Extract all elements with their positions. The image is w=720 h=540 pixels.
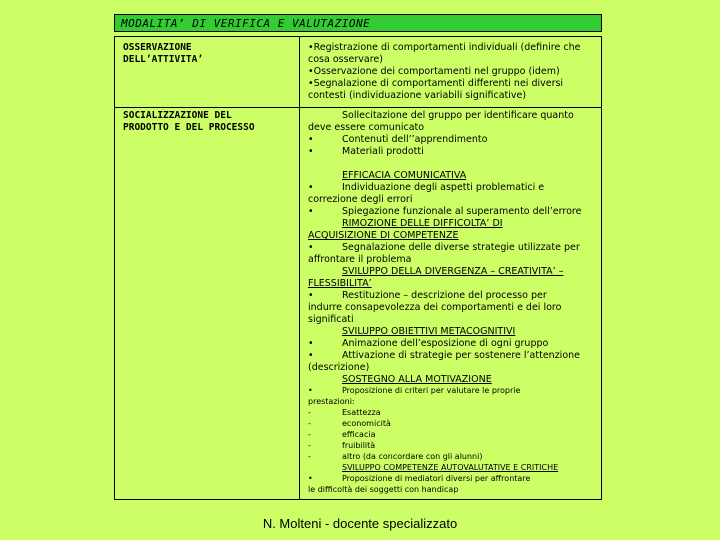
bullet-text: Restituzione – descrizione del processo per (342, 290, 547, 301)
bullet-icon: • (308, 134, 314, 145)
section-heading (308, 170, 600, 182)
bullet-item (308, 407, 600, 418)
bullet-text: Materiali prodotti (342, 146, 424, 157)
bullet-text: Segnalazione delle diverse strategie utilizzate per (342, 242, 580, 253)
page-title: MODALITA’ DI VERIFICA E VALUTAZIONE (121, 17, 371, 30)
section-heading (308, 462, 600, 473)
bullet-text: Attivazione di strategie per sostenere l’attenzione (342, 350, 580, 361)
bullet-item (308, 473, 600, 484)
label-line: PRODOTTO E DEL PROCESSO (123, 122, 255, 133)
section-heading-text: SVILUPPO DELLA DIVERGENZA – CREATIVITA’ – (342, 266, 564, 277)
section-heading-text: SVILUPPO OBIETTIVI METACOGNITIVI (342, 326, 516, 337)
bullet-icon: - (308, 441, 311, 450)
row-divider (115, 107, 601, 108)
row-2-label (123, 110, 295, 134)
content-text: le difficoltà dei soggetti con handicap (308, 485, 459, 494)
bullet-item (308, 429, 600, 440)
bullet-icon: - (308, 419, 311, 428)
spacer (308, 158, 600, 170)
bullet-item (308, 242, 600, 254)
content-line: deve essere comunicato (308, 122, 425, 133)
section-heading (308, 266, 600, 278)
bullet-item (308, 418, 600, 429)
bullet-text: efficacia (342, 430, 376, 439)
bullet-text: Individuazione degli aspetti problematici e (342, 182, 545, 193)
bullet-text: Esattezza (342, 408, 381, 417)
section-heading (308, 278, 600, 290)
content-line (308, 302, 600, 314)
section-heading-text: SVILUPPO COMPETENZE AUTOVALUTATIVE E CRITICHE (342, 463, 559, 472)
section-heading-text: RIMOZIONE DELLE DIFFICOLTA’ DI (342, 218, 503, 229)
bullet-item (308, 350, 600, 362)
content-line (308, 314, 600, 326)
content-line: •Osservazione dei comportamenti nel gruppo (idem) (308, 66, 560, 77)
bullet-icon: • (308, 146, 314, 157)
bullet-icon: • (308, 182, 314, 193)
bullet-item (308, 206, 600, 218)
bullet-text: economicità (342, 419, 391, 428)
bullet-icon: • (308, 242, 314, 253)
row-2-content (308, 110, 600, 386)
section-heading (308, 230, 600, 242)
bullet-icon: - (308, 452, 311, 461)
bullet-icon: • (308, 206, 314, 217)
section-heading-text: SOSTEGNO ALLA MOTIVAZIONE (342, 374, 492, 385)
section-heading (308, 218, 600, 230)
content-line: Sollecitazione del gruppo per identificare quanto (342, 110, 574, 121)
content-text: affrontare il problema (308, 254, 412, 265)
section-heading (308, 326, 600, 338)
evaluation-table (114, 36, 602, 500)
bullet-item (308, 290, 600, 302)
section-heading-text: ACQUISIZIONE DI COMPETENZE (308, 230, 459, 241)
row-1-label (123, 42, 295, 66)
content-line (308, 362, 600, 374)
label-line: DELL’ATTIVITA’ (123, 54, 204, 65)
content-text: significati (308, 314, 354, 325)
content-text: indurre consapevolezza dei comportamenti e dei loro (308, 302, 562, 313)
label-line: SOCIALIZZAZIONE DEL (123, 110, 232, 121)
content-line: cosa osservare) (308, 54, 383, 65)
bullet-item (308, 146, 600, 158)
bullet-text: altro (da concordare con gli alunni) (342, 452, 483, 461)
bullet-text: Spiegazione funzionale al superamento dell’errore (342, 206, 582, 217)
bullet-item (308, 134, 600, 146)
title-bar (114, 14, 602, 32)
bullet-text: fruibilità (342, 441, 376, 450)
footer-credit: N. Molteni - docente specializzato (262, 516, 458, 531)
content-text: prestazioni: (308, 397, 355, 406)
content-text: (descrizione) (308, 362, 370, 373)
section-heading-text: EFFICACIA COMUNICATIVA (342, 170, 467, 181)
bullet-icon: - (308, 430, 311, 439)
section-heading-text: FLESSIBILITA’ (308, 278, 372, 289)
content-line (308, 484, 600, 495)
bullet-icon: • (308, 290, 314, 301)
bullet-text: Contenuti dell’’apprendimento (342, 134, 488, 145)
bullet-text: Proposizione di criteri per valutare le proprie (342, 386, 521, 395)
label-line: OSSERVAZIONE (123, 42, 192, 53)
content-line: contesti (individuazione variabili significative) (308, 90, 527, 101)
small-lines-list (308, 385, 600, 495)
bullet-text: Proposizione di mediatori diversi per affrontare (342, 474, 531, 483)
bullet-item (308, 385, 600, 396)
bullet-item (308, 338, 600, 350)
content-line: •Registrazione di comportamenti individuali (definire che (308, 42, 581, 53)
bullet-icon: • (308, 386, 313, 395)
bullet-item (308, 182, 600, 194)
content-text: correzione degli errori (308, 194, 413, 205)
bullet-icon: • (308, 350, 314, 361)
bullet-text: Animazione dell’esposizione di ogni gruppo (342, 338, 549, 349)
bullet-icon: - (308, 408, 311, 417)
content-line (308, 254, 600, 266)
bullet-icon: • (308, 474, 313, 483)
content-line (308, 194, 600, 206)
content-line: •Segnalazione di comportamenti differenti nei diversi (308, 78, 564, 89)
bullet-icon: • (308, 338, 314, 349)
sections-list (308, 170, 600, 386)
content-line (308, 396, 600, 407)
bullet-item (308, 451, 600, 462)
bullet-item (308, 440, 600, 451)
row-1-content (308, 42, 600, 102)
